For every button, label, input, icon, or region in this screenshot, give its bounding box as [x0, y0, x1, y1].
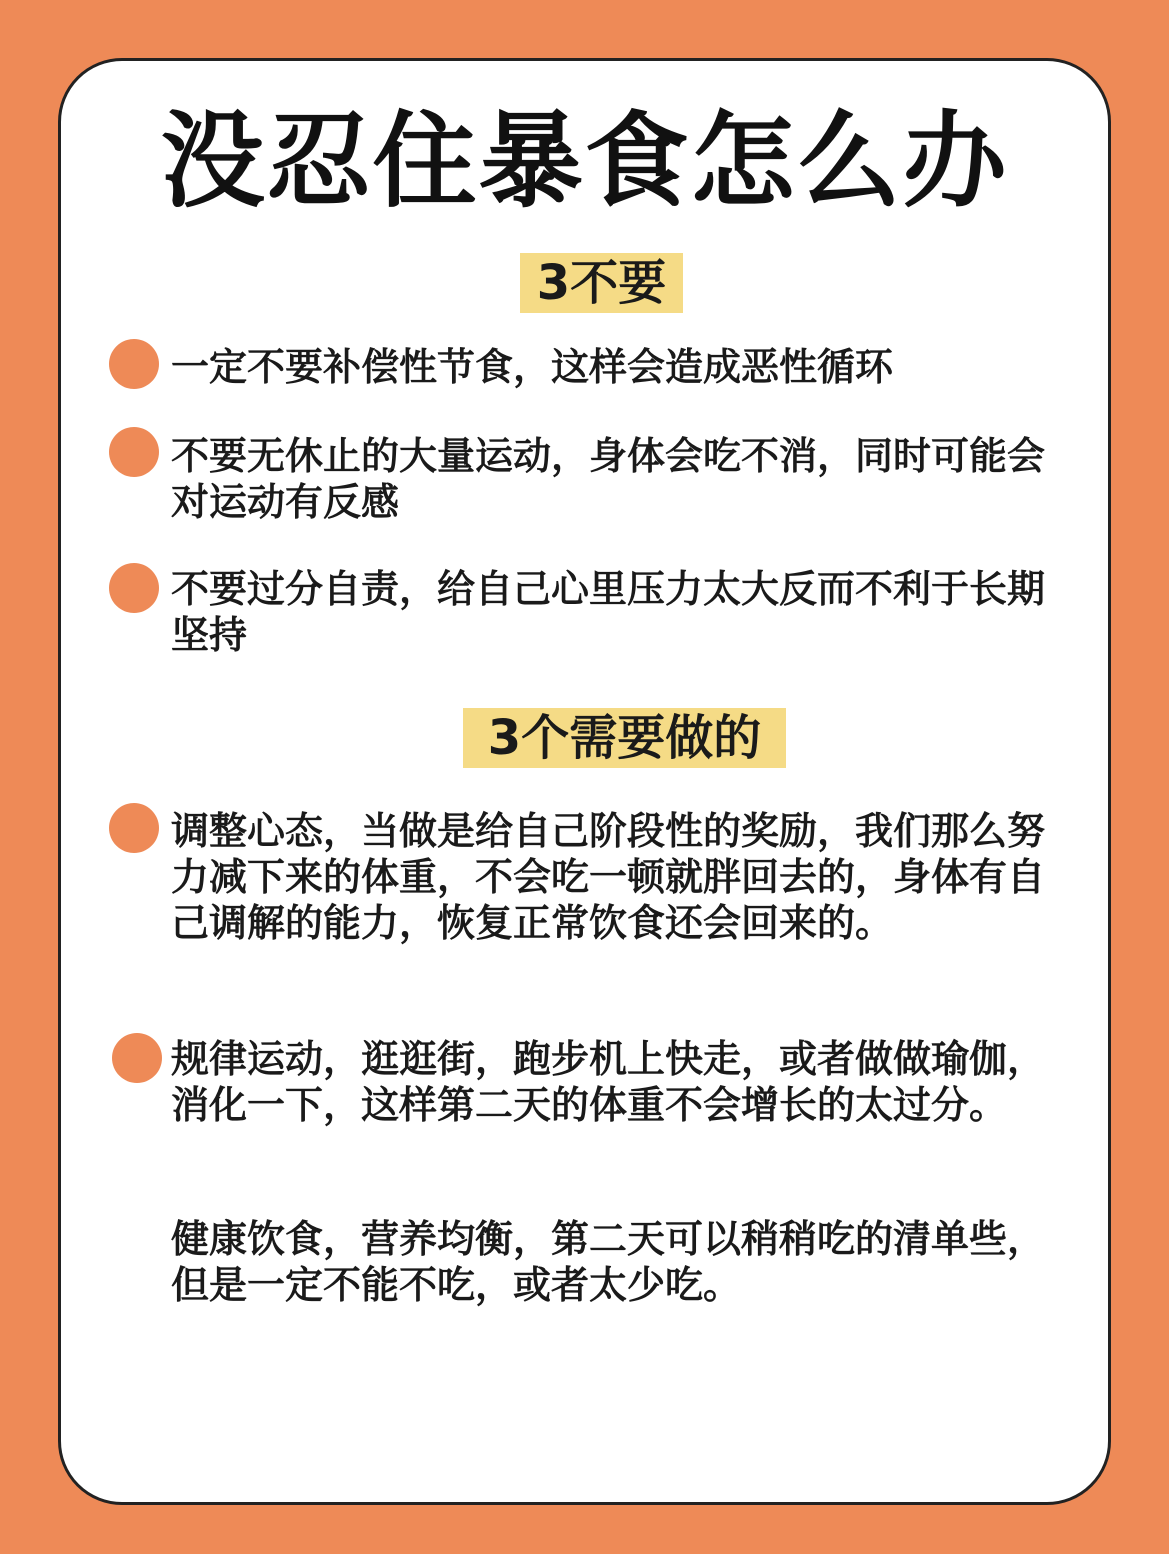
do-item-3: 健康饮食，营养均衡，第二天可以稍稍吃的清单些，但是一定不能不吃，或者太少吃。: [171, 1217, 1046, 1307]
page-title: 没忍住暴食怎么办: [160, 100, 1009, 222]
section-heading-dont: 3不要: [520, 253, 683, 313]
do-item-1: 调整心态，当做是给自己阶段性的奖励，我们那么努力减下来的体重，不会吃一顿就胖回去的，身体有自己调解的能力，恢复正常饮食还会回来的。: [171, 809, 1046, 945]
dont-item-3: 不要过分自责，给自己心里压力太大反而不利于长期坚持: [171, 567, 1046, 657]
bullet-dot-icon: [109, 427, 159, 477]
bullet-dot-icon: [109, 563, 159, 613]
dont-item-1: 一定不要补偿性节食，这样会造成恶性循环: [171, 345, 894, 389]
bullet-dot-icon: [112, 1033, 162, 1083]
bullet-dot-icon: [109, 803, 159, 853]
do-item-2: 规律运动，逛逛街，跑步机上快走，或者做做瑜伽，消化一下，这样第二天的体重不会增长的太过分。: [171, 1037, 1046, 1127]
bullet-dot-icon: [109, 339, 159, 389]
section-heading-do: 3个需要做的: [463, 708, 786, 768]
dont-item-2: 不要无休止的大量运动，身体会吃不消，同时可能会对运动有反感: [171, 434, 1046, 524]
